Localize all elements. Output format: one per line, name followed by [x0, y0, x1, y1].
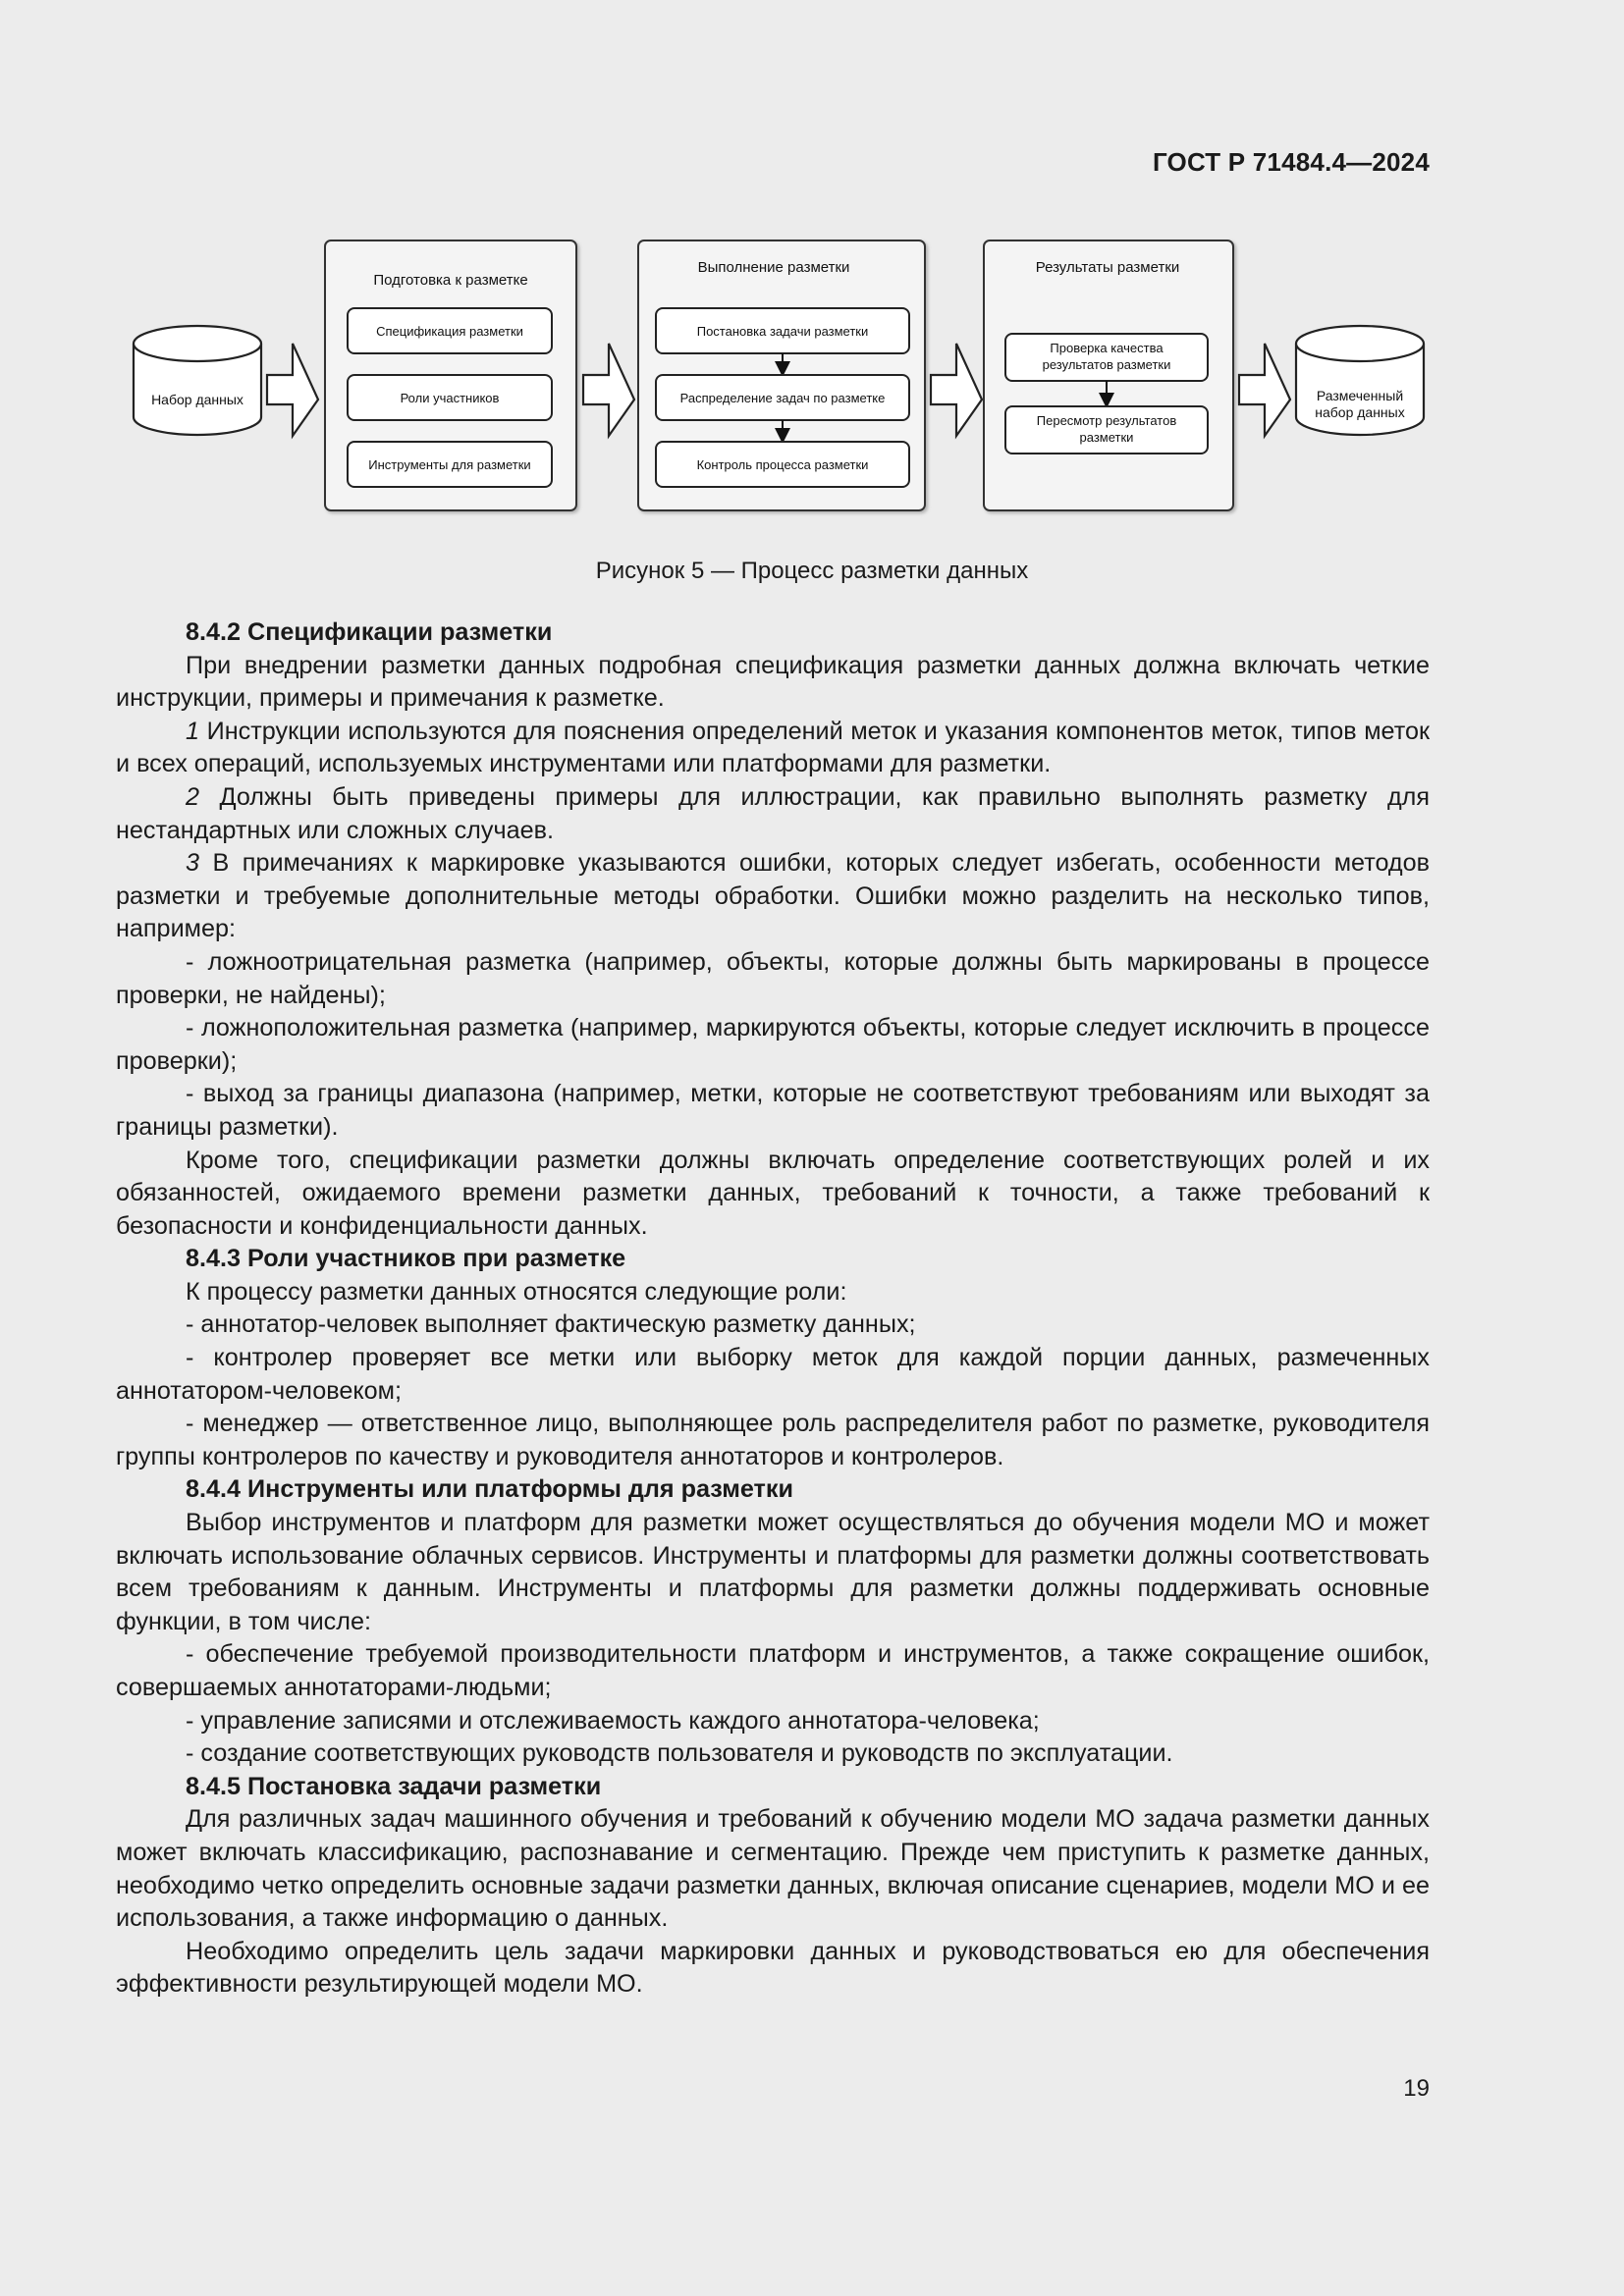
stage-execution-item: Контроль процесса разметки [696, 457, 869, 472]
flow-arrow-4 [1239, 344, 1290, 436]
section-heading-8-4-4: 8.4.4 Инструменты или платформы для разметки [186, 1475, 793, 1504]
flow-arrow-3 [931, 344, 982, 436]
document-id-header: ГОСТ Р 71484.4—2024 [1152, 147, 1430, 177]
output-dataset-label-line-1: Размеченный [1316, 388, 1404, 403]
stage-execution-title: Выполнение разметки [697, 259, 850, 276]
paragraph: Для различных задач машинного обучения и требований к обучению модели МО задача разметки данных может включать классификацию, распознавание и сегментацию. Прежде чем приступить к разметке данных, необходимо четко определить основные задачи разметки данных, включая описание сценариев, модели МО и ее использования, а также информацию о данных. [116, 1805, 1430, 1933]
section-heading-8-4-3: 8.4.3 Роли участников при разметке [186, 1245, 626, 1273]
stage-preparation-title: Подготовка к разметке [373, 272, 528, 289]
flow-arrow-2 [583, 344, 634, 436]
list-item: - создание соответствующих руководств пользователя и руководств по эксплуатации. [186, 1739, 1173, 1768]
stage-results-item-1-line-1: Проверка качества [1050, 341, 1164, 355]
item-text: Должны быть приведены примеры для иллюстрации, как правильно выполнять разметку для нестандартных или сложных случаев. [116, 782, 1430, 844]
item-number: 1 [186, 717, 200, 745]
list-item: - контролер проверяет все метки или выборку меток для каждой порции данных, размеченных аннотатором-человеком; [116, 1344, 1430, 1405]
document-body [116, 616, 1430, 2002]
item-number: 2 [186, 782, 200, 811]
stage-results-item-2-line-1: Пересмотр результатов [1036, 413, 1177, 428]
stage-results-title: Результаты разметки [1035, 259, 1180, 276]
output-dataset-cylinder [1296, 326, 1424, 435]
item-text: В примечаниях к маркировке указываются ошибки, которых следует избегать, особенности методов разметки и требуемые дополнительные методы обработки. Ошибки можно разделить на несколько типов, например: [116, 849, 1430, 943]
stage-results-item-1-line-2: результатов разметки [1042, 357, 1171, 372]
stage-preparation-item: Спецификация разметки [376, 324, 523, 339]
numbered-paragraph [116, 781, 1430, 847]
input-dataset-label: Набор данных [151, 392, 244, 407]
paragraph: Необходимо определить цель задачи маркировки данных и руководствоваться ею для обеспечения эффективности результирующей модели МО. [116, 1937, 1430, 1999]
numbered-paragraph [116, 716, 1430, 781]
output-dataset-label-line-2: набор данных [1315, 404, 1405, 420]
stage-preparation-item: Роли участников [400, 391, 500, 405]
stage-preparation-item: Инструменты для разметки [368, 457, 531, 472]
paragraph: При внедрении разметки данных подробная спецификация разметки данных должна включать четкие инструкции, примеры и примечания к разметке. [116, 651, 1430, 713]
section-heading-8-4-2: 8.4.2 Спецификации разметки [186, 618, 553, 646]
paragraph: К процессу разметки данных относятся следующие роли: [186, 1277, 847, 1306]
numbered-paragraph [116, 847, 1430, 946]
list-item: - обеспечение требуемой производительности платформ и инструментов, а также сокращение ошибок, совершаемых аннотаторами-людьми; [116, 1640, 1430, 1701]
stage-results [984, 240, 1233, 510]
list-item: - аннотатор-человек выполняет фактическую разметку данных; [186, 1310, 916, 1339]
labeling-process-diagram [126, 236, 1437, 520]
list-item: - ложноотрицательная разметка (например, объекты, которые должны быть маркированы в процессе проверки, не найдены); [116, 947, 1430, 1009]
stage-results-item-2-line-2: разметки [1079, 430, 1134, 445]
page-number: 19 [1403, 2075, 1430, 2102]
list-item: - выход за границы диапазона (например, метки, которые не соответствуют требованиям или выходят за границы разметки). [116, 1080, 1430, 1141]
paragraph: Выбор инструментов и платформ для разметки может осуществляться до обучения модели МО и может включать использование облачных сервисов. Инструменты и платформы для разметки должны соответствовать всем требованиям к данным. Инструменты и платформы для разметки должны поддерживать основные функции, в том числе: [116, 1509, 1430, 1635]
stage-preparation [325, 240, 576, 510]
stage-execution-item: Распределение задач по разметке [679, 391, 886, 405]
item-number: 3 [186, 849, 200, 878]
list-item: - управление записями и отслеживаемость каждого аннотатора-человека; [186, 1706, 1040, 1735]
list-item: - менеджер — ответственное лицо, выполняющее роль распределителя работ по разметке, руководителя группы контролеров по качеству и руководителя аннотаторов и контролеров. [116, 1410, 1430, 1470]
section-heading-8-4-5: 8.4.5 Постановка задачи разметки [186, 1772, 602, 1800]
input-dataset-cylinder [134, 326, 261, 435]
list-item: - ложноположительная разметка (например, маркируются объекты, которые следует исключить в процессе проверки); [116, 1014, 1430, 1075]
figure-caption: Рисунок 5 — Процесс разметки данных [595, 558, 1029, 584]
paragraph: Кроме того, спецификации разметки должны включать определение соответствующих ролей и их обязанностей, ожидаемого времени разметки данных, требований к точности, а также требований к безопасности и конфиденциальности данных. [116, 1146, 1430, 1240]
stage-execution [638, 240, 925, 510]
item-text: Инструкции используются для пояснения определений меток и указания компонентов меток, типов меток и всех операций, используемых инструментами или платформами для разметки. [116, 717, 1430, 778]
flow-arrow-1 [267, 344, 318, 436]
stage-execution-item: Постановка задачи разметки [696, 324, 869, 339]
